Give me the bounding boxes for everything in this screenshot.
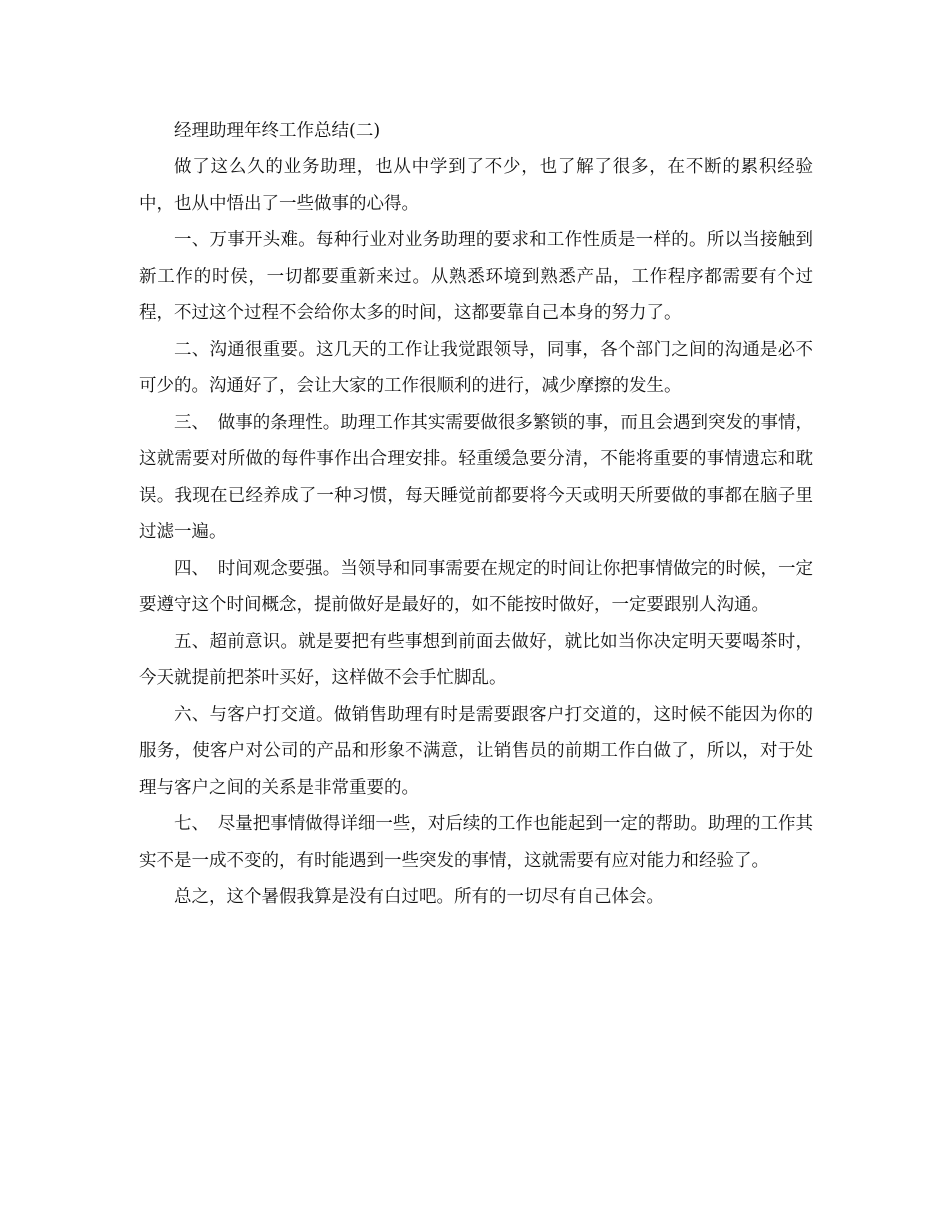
paragraph-conclusion: 总之，这个暑假我算是没有白过吧。所有的一切尽有自己体会。 <box>174 887 664 907</box>
paragraph-point-4: 四、 时间观念要强。当领导和同事需要在规定的时间让你把事情做完的时候，一定要遵守这个时间概念，提前做好是最好的，如不能按时做好，一定要跟别人沟通。 <box>139 558 813 615</box>
paragraph-point-2: 二、沟通很重要。这几天的工作让我觉跟领导，同事，各个部门之间的沟通是必不可少的。沟通好了，会让大家的工作很顺利的进行，减少摩擦的发生。 <box>139 339 813 396</box>
document-title: 经理助理年终工作总结(二) <box>174 121 381 141</box>
paragraph-point-3: 三、 做事的条理性。助理工作其实需要做很多繁锁的事，而且会遇到突发的事情，这就需要对所做的每件事作出合理安排。轻重缓急要分清，不能将重要的事情遗忘和耽误。我现在已经养成了一种习惯，每天睡觉前都要将今天或明天所要做的事都在脑子里过滤一遍。 <box>139 412 813 542</box>
paragraph-point-6: 六、与客户打交道。做销售助理有时是需要跟客户打交道的，这时候不能因为你的服务，使客户对公司的产品和形象不满意，让销售员的前期工作白做了，所以，对于处理与客户之间的关系是非常重要的。 <box>139 704 813 798</box>
paragraph-point-7: 七、 尽量把事情做得详细一些，对后续的工作也能起到一定的帮助。助理的工作其实不是一成不变的，有时能遇到一些突发的事情，这就需要有应对能力和经验了。 <box>139 814 813 871</box>
paragraph-point-5: 五、超前意识。就是要把有些事想到前面去做好，就比如当你决定明天要喝茶时，今天就提前把茶叶买好，这样做不会手忙脚乱。 <box>139 631 813 688</box>
paragraph-intro: 做了这么久的业务助理，也从中学到了不少，也了解了很多，在不断的累积经验中，也从中悟出了一些做事的心得。 <box>139 157 813 214</box>
paragraph-point-1: 一、万事开头难。每种行业对业务助理的要求和工作性质是一样的。所以当接触到新工作的时侯，一切都要重新来过。从熟悉环境到熟悉产品，工作程序都需要有个过程，不过这个过程不会给你太多的时间，这都要靠自己本身的努力了。 <box>139 230 813 323</box>
document-body <box>139 113 813 916</box>
